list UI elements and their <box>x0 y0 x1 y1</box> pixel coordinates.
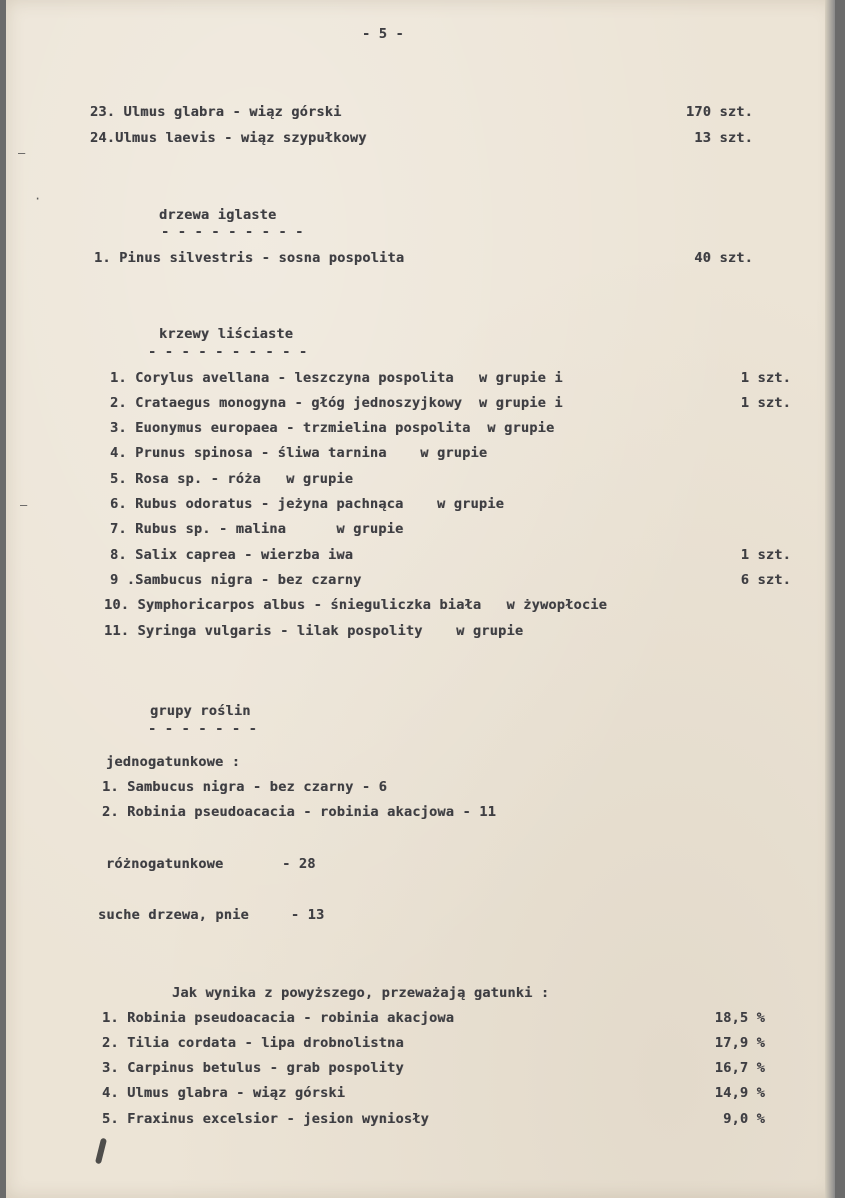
page-edge-shadow <box>825 0 835 1198</box>
list-item: 1. Robinia pseudoacacia - robinia akacjowa <box>102 1010 455 1026</box>
summary-intro: Jak wynika z powyższego, przeważają gatunki : <box>172 985 550 1001</box>
quantity: 40 szt. <box>694 250 753 266</box>
document-page <box>6 0 835 1198</box>
quantity: 1 szt. <box>740 547 791 563</box>
group-dry: suche drzewa, pnie - 13 <box>98 907 325 923</box>
percentage: 16,7 % <box>714 1060 765 1076</box>
list-item: 2. Crataegus monogyna - głóg jednoszyjkowy w grupie i <box>110 395 563 411</box>
margin-dash: – <box>18 146 26 160</box>
list-item: 11. Syringa vulgaris - lilak pospolity w grupie <box>104 623 524 639</box>
margin-dash: – <box>20 498 28 512</box>
list-item: 3. Euonymus europaea - trzmielina pospolita w grupie <box>110 420 555 436</box>
percentage: 18,5 % <box>714 1010 765 1026</box>
percentage: 14,9 % <box>714 1085 765 1101</box>
list-item: 2. Tilia cordata - lipa drobnolistna <box>102 1035 404 1051</box>
percentage: 17,9 % <box>714 1035 765 1051</box>
list-item: 4. Prunus spinosa - śliwa tarnina w grupie <box>110 445 488 461</box>
group-mixed: różnogatunkowe - 28 <box>106 856 316 872</box>
margin-dot: · <box>34 192 42 206</box>
list-item: 8. Salix caprea - wierzba iwa <box>110 547 354 563</box>
quantity: 13 szt. <box>694 130 753 146</box>
list-item: 5. Rosa sp. - róża w grupie <box>110 471 354 487</box>
list-item: 1. Corylus avellana - leszczyna pospolita w grupie i <box>110 370 563 386</box>
list-item: 9 .Sambucus nigra - bez czarny <box>110 572 362 588</box>
section-heading-shrubs: krzewy liściaste <box>159 326 294 342</box>
section-heading-conifers: drzewa iglaste <box>159 207 277 223</box>
list-item: 1. Pinus silvestris - sosna pospolita <box>94 250 405 266</box>
list-item: 23. Ulmus glabra - wiąz górski <box>90 104 342 120</box>
heading-underline: - - - - - - - - - <box>161 224 304 240</box>
group-label-single: jednogatunkowe : <box>106 754 241 770</box>
heading-underline: - - - - - - - - - - <box>148 344 308 360</box>
list-item: 3. Carpinus betulus - grab pospolity <box>102 1060 404 1076</box>
quantity: 6 szt. <box>740 572 791 588</box>
list-item: 7. Rubus sp. - malina w grupie <box>110 521 404 537</box>
list-item: 2. Robinia pseudoacacia - robinia akacjowa - 11 <box>102 804 497 820</box>
ink-stroke <box>95 1138 107 1165</box>
heading-underline: - - - - - - - <box>148 721 257 737</box>
page-number: - 5 - <box>362 26 404 42</box>
list-item: 1. Sambucus nigra - bez czarny - 6 <box>102 779 388 795</box>
list-item: 24.Ulmus laevis - wiąz szypułkowy <box>90 130 367 146</box>
list-item: 6. Rubus odoratus - jeżyna pachnąca w grupie <box>110 496 505 512</box>
quantity: 1 szt. <box>740 370 791 386</box>
list-item: 5. Fraxinus excelsior - jesion wyniosły <box>102 1111 429 1127</box>
quantity: 170 szt. <box>685 104 753 120</box>
quantity: 1 szt. <box>740 395 791 411</box>
list-item: 10. Symphoricarpos albus - śnieguliczka biała w żywopłocie <box>104 597 608 613</box>
percentage: 9,0 % <box>723 1111 765 1127</box>
section-heading-groups: grupy roślin <box>150 703 251 719</box>
list-item: 4. Ulmus glabra - wiąz górski <box>102 1085 346 1101</box>
